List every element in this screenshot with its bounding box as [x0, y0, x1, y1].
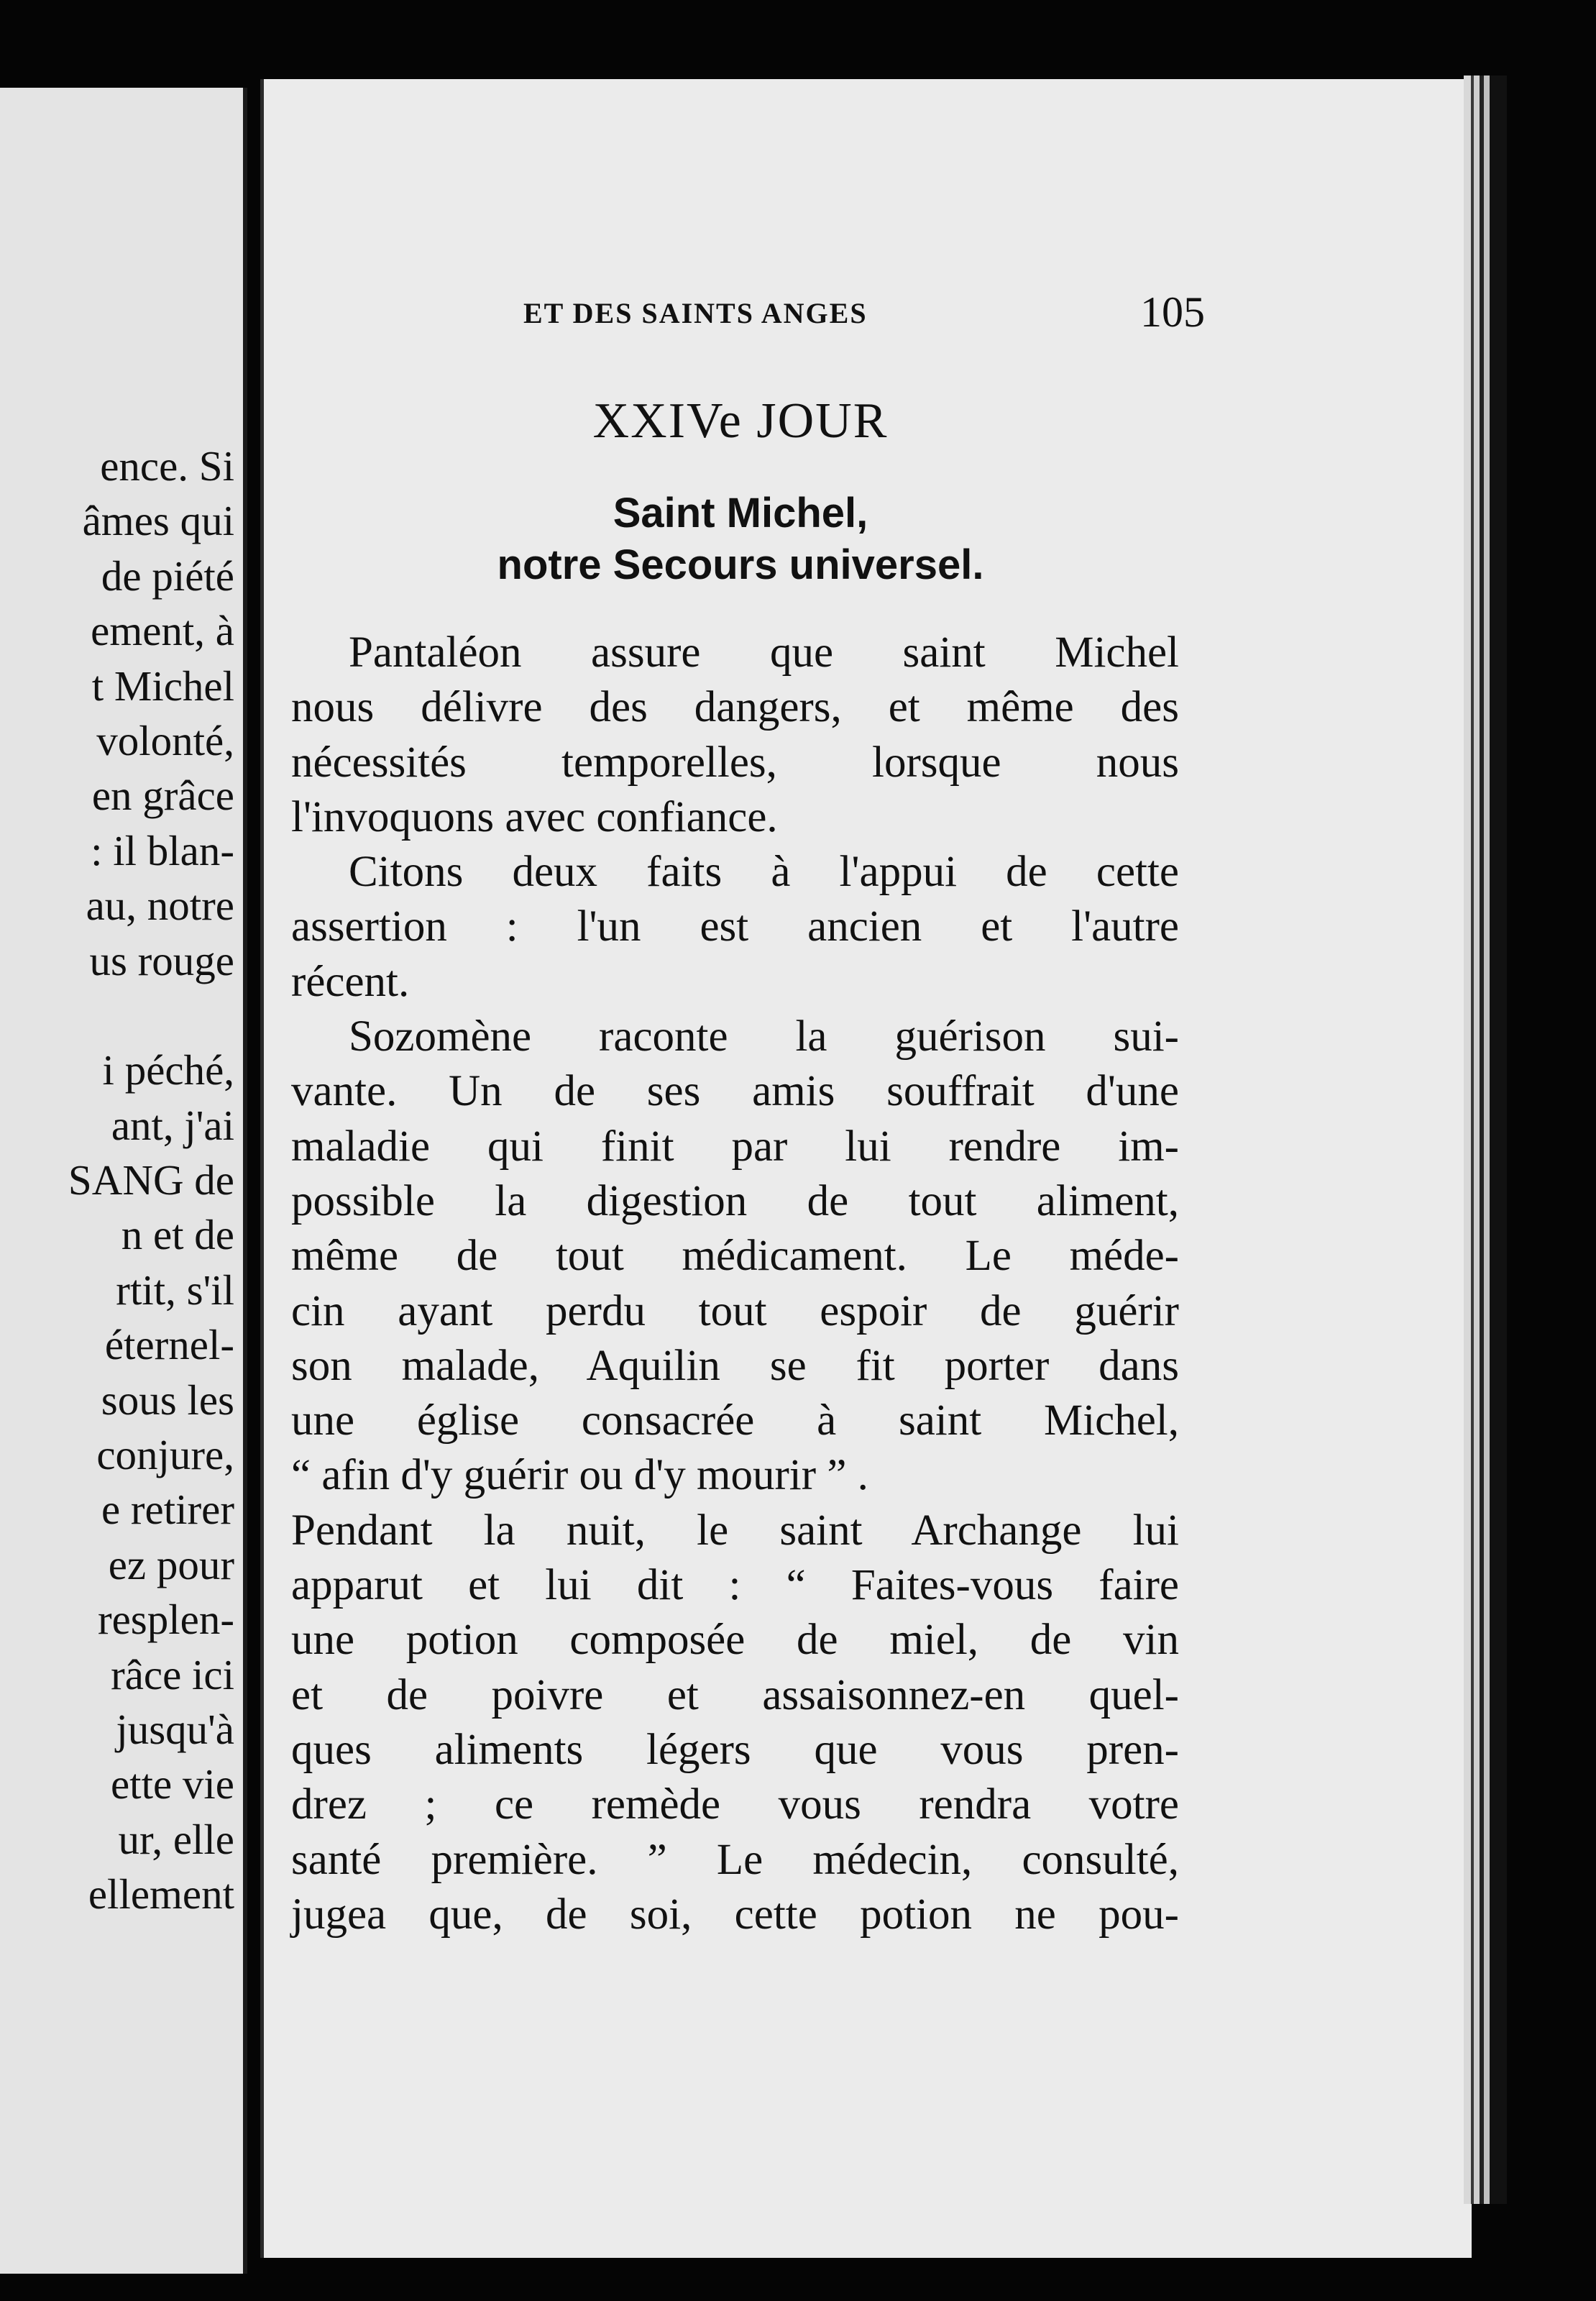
body-line: Pantaléon assure que saint Michel: [349, 628, 1179, 677]
chapter-subtitle-line: Saint Michel,: [613, 490, 868, 536]
previous-page: [0, 88, 247, 2274]
prev-line: resplen-: [97, 1596, 234, 1644]
prev-line-gap: [0, 988, 234, 1043]
prev-line: éternel-: [104, 1321, 234, 1369]
body-line: apparut et lui dit : “ Faites-vous faire: [291, 1561, 1179, 1610]
prev-line: rtit, s'il: [116, 1266, 234, 1314]
prev-line: en grâce: [91, 772, 234, 820]
chapter-subtitle-line: notre Secours universel.: [497, 541, 984, 588]
body-line: récent.: [291, 957, 410, 1006]
body-line: une église consacrée à saint Michel,: [291, 1396, 1179, 1445]
body-line: vante. Un de ses amis souffrait d'une: [291, 1067, 1179, 1116]
prev-line: au, notre: [86, 882, 234, 930]
previous-page-text: [0, 439, 234, 1922]
prev-line: jusqu'à: [116, 1705, 234, 1753]
prev-line: ette vie: [111, 1760, 234, 1808]
body-line: jugea que, de soi, cette potion ne pou-: [291, 1890, 1179, 1939]
body-line: maladie qui finit par lui rendre im-: [291, 1122, 1179, 1171]
prev-line: ur, elle: [118, 1815, 234, 1863]
chapter-title: XXIVe JOUR: [592, 393, 889, 449]
prev-line: ez pour: [108, 1540, 234, 1588]
body-line: son malade, Aquilin se fit porter dans: [291, 1341, 1179, 1390]
body-line: ques aliments légers que vous pren-: [291, 1725, 1179, 1774]
prev-line: us rouge: [89, 936, 234, 984]
body-line: possible la digestion de tout aliment,: [291, 1176, 1179, 1225]
body-line: santé première. ” Le médecin, consulté,: [291, 1835, 1179, 1884]
prev-line: e retirer: [101, 1486, 234, 1534]
page-number: 105: [1140, 288, 1205, 336]
body-line: Citons deux faits à l'appui de cette: [349, 848, 1179, 897]
prev-line: ement, à: [91, 607, 234, 655]
prev-line: ant, j'ai: [111, 1101, 234, 1149]
prev-line: SANG de: [68, 1156, 234, 1204]
prev-line: ellement: [88, 1870, 234, 1918]
body-line: nécessités temporelles, lorsque nous: [291, 738, 1179, 787]
prev-line: sous les: [101, 1376, 234, 1424]
body-line: drez ; ce remède vous rendra votre: [291, 1780, 1179, 1829]
prev-line: i péché,: [102, 1046, 234, 1094]
page-edges: [1464, 76, 1507, 2204]
prev-line: ence. Si: [100, 442, 234, 490]
prev-line: t Michel: [91, 662, 234, 710]
body-line: une potion composée de miel, de vin: [291, 1616, 1179, 1665]
body-line: assertion : l'un est ancien et l'autre: [291, 902, 1179, 951]
prev-line: râce ici: [111, 1650, 234, 1698]
body-line: l'invoquons avec confiance.: [291, 792, 778, 841]
prev-line: : il blan-: [91, 826, 234, 874]
body-line: et de poivre et assaisonnez-en quel-: [291, 1670, 1179, 1719]
running-head: ET DES SAINTS ANGES: [523, 297, 868, 329]
body-line: nous délivre des dangers, et même des: [291, 683, 1179, 732]
body-line: Pendant la nuit, le saint Archange lui: [291, 1506, 1179, 1555]
prev-line: conjure,: [96, 1431, 234, 1479]
prev-line: de piété: [101, 552, 234, 600]
prev-line: âmes qui: [82, 497, 234, 545]
body-line: même de tout médicament. Le méde-: [291, 1232, 1179, 1281]
prev-line: volonté,: [96, 716, 234, 764]
body-text: [291, 626, 1179, 1942]
body-line: “ afin d'y guérir ou d'y mourir ” .: [291, 1451, 868, 1500]
body-line: cin ayant perdu tout espoir de guérir: [291, 1286, 1179, 1335]
prev-line: n et de: [121, 1211, 234, 1259]
body-line: Sozomène raconte la guérison sui-: [349, 1012, 1179, 1061]
